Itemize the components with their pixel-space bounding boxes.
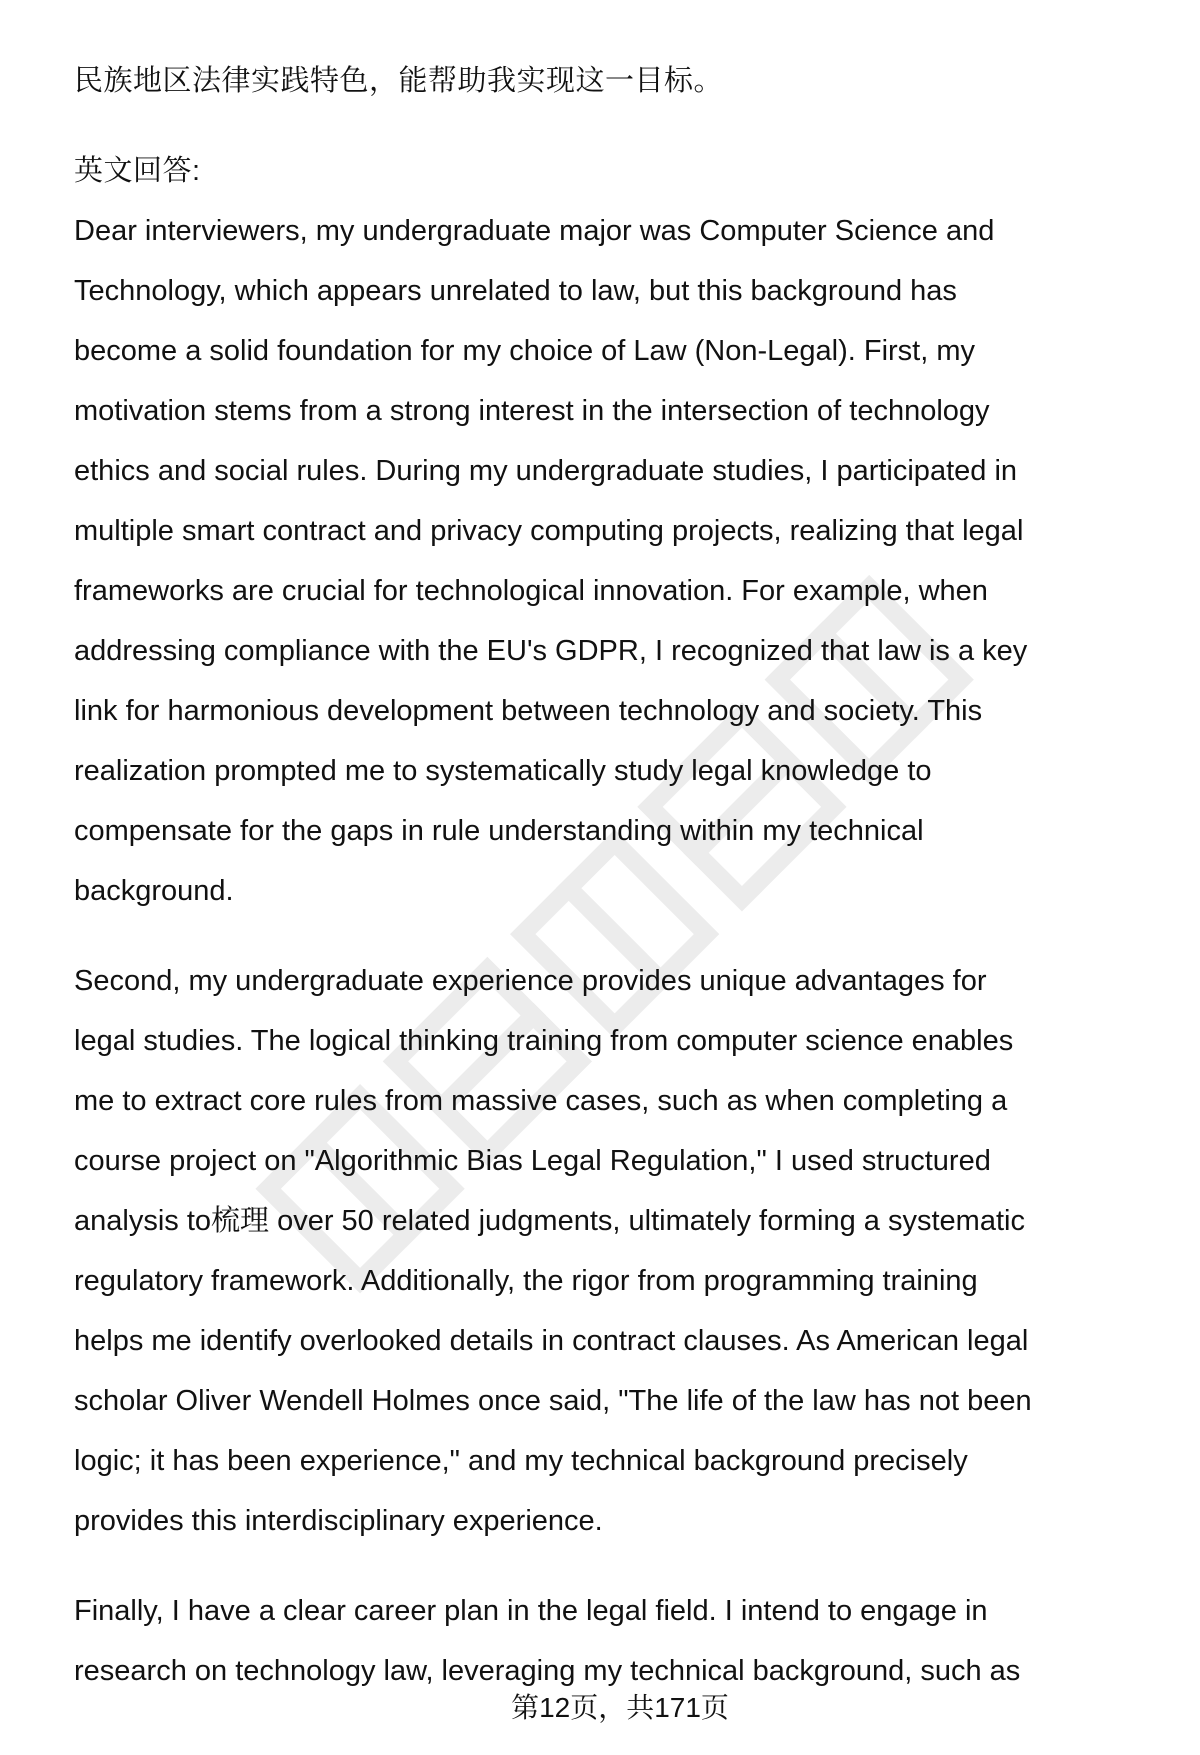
text-line: ethics and social rules. During my undergraduate studies, I participated in	[74, 455, 1018, 487]
text-line: Second, my undergraduate experience provides unique advantages for	[74, 965, 987, 997]
page-number-footer: 第12页，共171页	[511, 1692, 729, 1723]
paragraph-chinese-intro	[74, 51, 1174, 111]
text-line: link for harmonious development between technology and society. This	[74, 695, 983, 727]
text-line: helps me identify overlooked details in contract clauses. As American legal	[74, 1325, 1029, 1357]
text-line: Dear interviewers, my undergraduate major was Computer Science and	[74, 215, 995, 247]
text-line: me to extract core rules from massive cases, such as when completing a	[74, 1085, 1008, 1117]
text-line: logic; it has been experience," and my technical background precisely	[74, 1445, 968, 1477]
section-label: 英文回答:	[74, 155, 201, 187]
text-line: addressing compliance with the EU's GDPR, I recognized that law is a key	[74, 635, 1028, 667]
text-line: legal studies. The logical thinking training from computer science enables	[74, 1025, 1014, 1057]
text-line: multiple smart contract and privacy computing projects, realizing that legal	[74, 515, 1024, 547]
text-line: Technology, which appears unrelated to law, but this background has	[74, 275, 957, 307]
text-line: 民族地区法律实践特色，能帮助我实现这一目标。	[74, 65, 724, 97]
text-line: course project on "Algorithmic Bias Legal Regulation," I used structured	[74, 1145, 991, 1177]
text-line: analysis to梳理 over 50 related judgments, ultimately forming a systematic	[74, 1205, 1025, 1237]
text-line: research on technology law, leveraging my technical background, such as	[74, 1655, 1021, 1687]
paragraph-english-answer-2	[74, 951, 1174, 1551]
text-line: background.	[74, 875, 234, 907]
document-body	[74, 51, 1174, 1731]
paragraph-english-answer-3	[74, 1581, 1174, 1701]
paragraph-english-answer-1	[74, 141, 1174, 921]
text-line: Finally, I have a clear career plan in the legal field. I intend to engage in	[74, 1595, 988, 1627]
text-line: compensate for the gaps in rule understanding within my technical	[74, 815, 924, 847]
text-line: frameworks are crucial for technological innovation. For example, when	[74, 575, 988, 607]
text-line: provides this interdisciplinary experience.	[74, 1505, 603, 1537]
text-line: motivation stems from a strong interest in the intersection of technology	[74, 395, 990, 427]
text-line: become a solid foundation for my choice of Law (Non-Legal). First, my	[74, 335, 976, 367]
text-line: regulatory framework. Additionally, the rigor from programming training	[74, 1265, 978, 1297]
text-line: scholar Oliver Wendell Holmes once said, "The life of the law has not been	[74, 1385, 1032, 1417]
text-line: realization prompted me to systematically study legal knowledge to	[74, 755, 932, 787]
